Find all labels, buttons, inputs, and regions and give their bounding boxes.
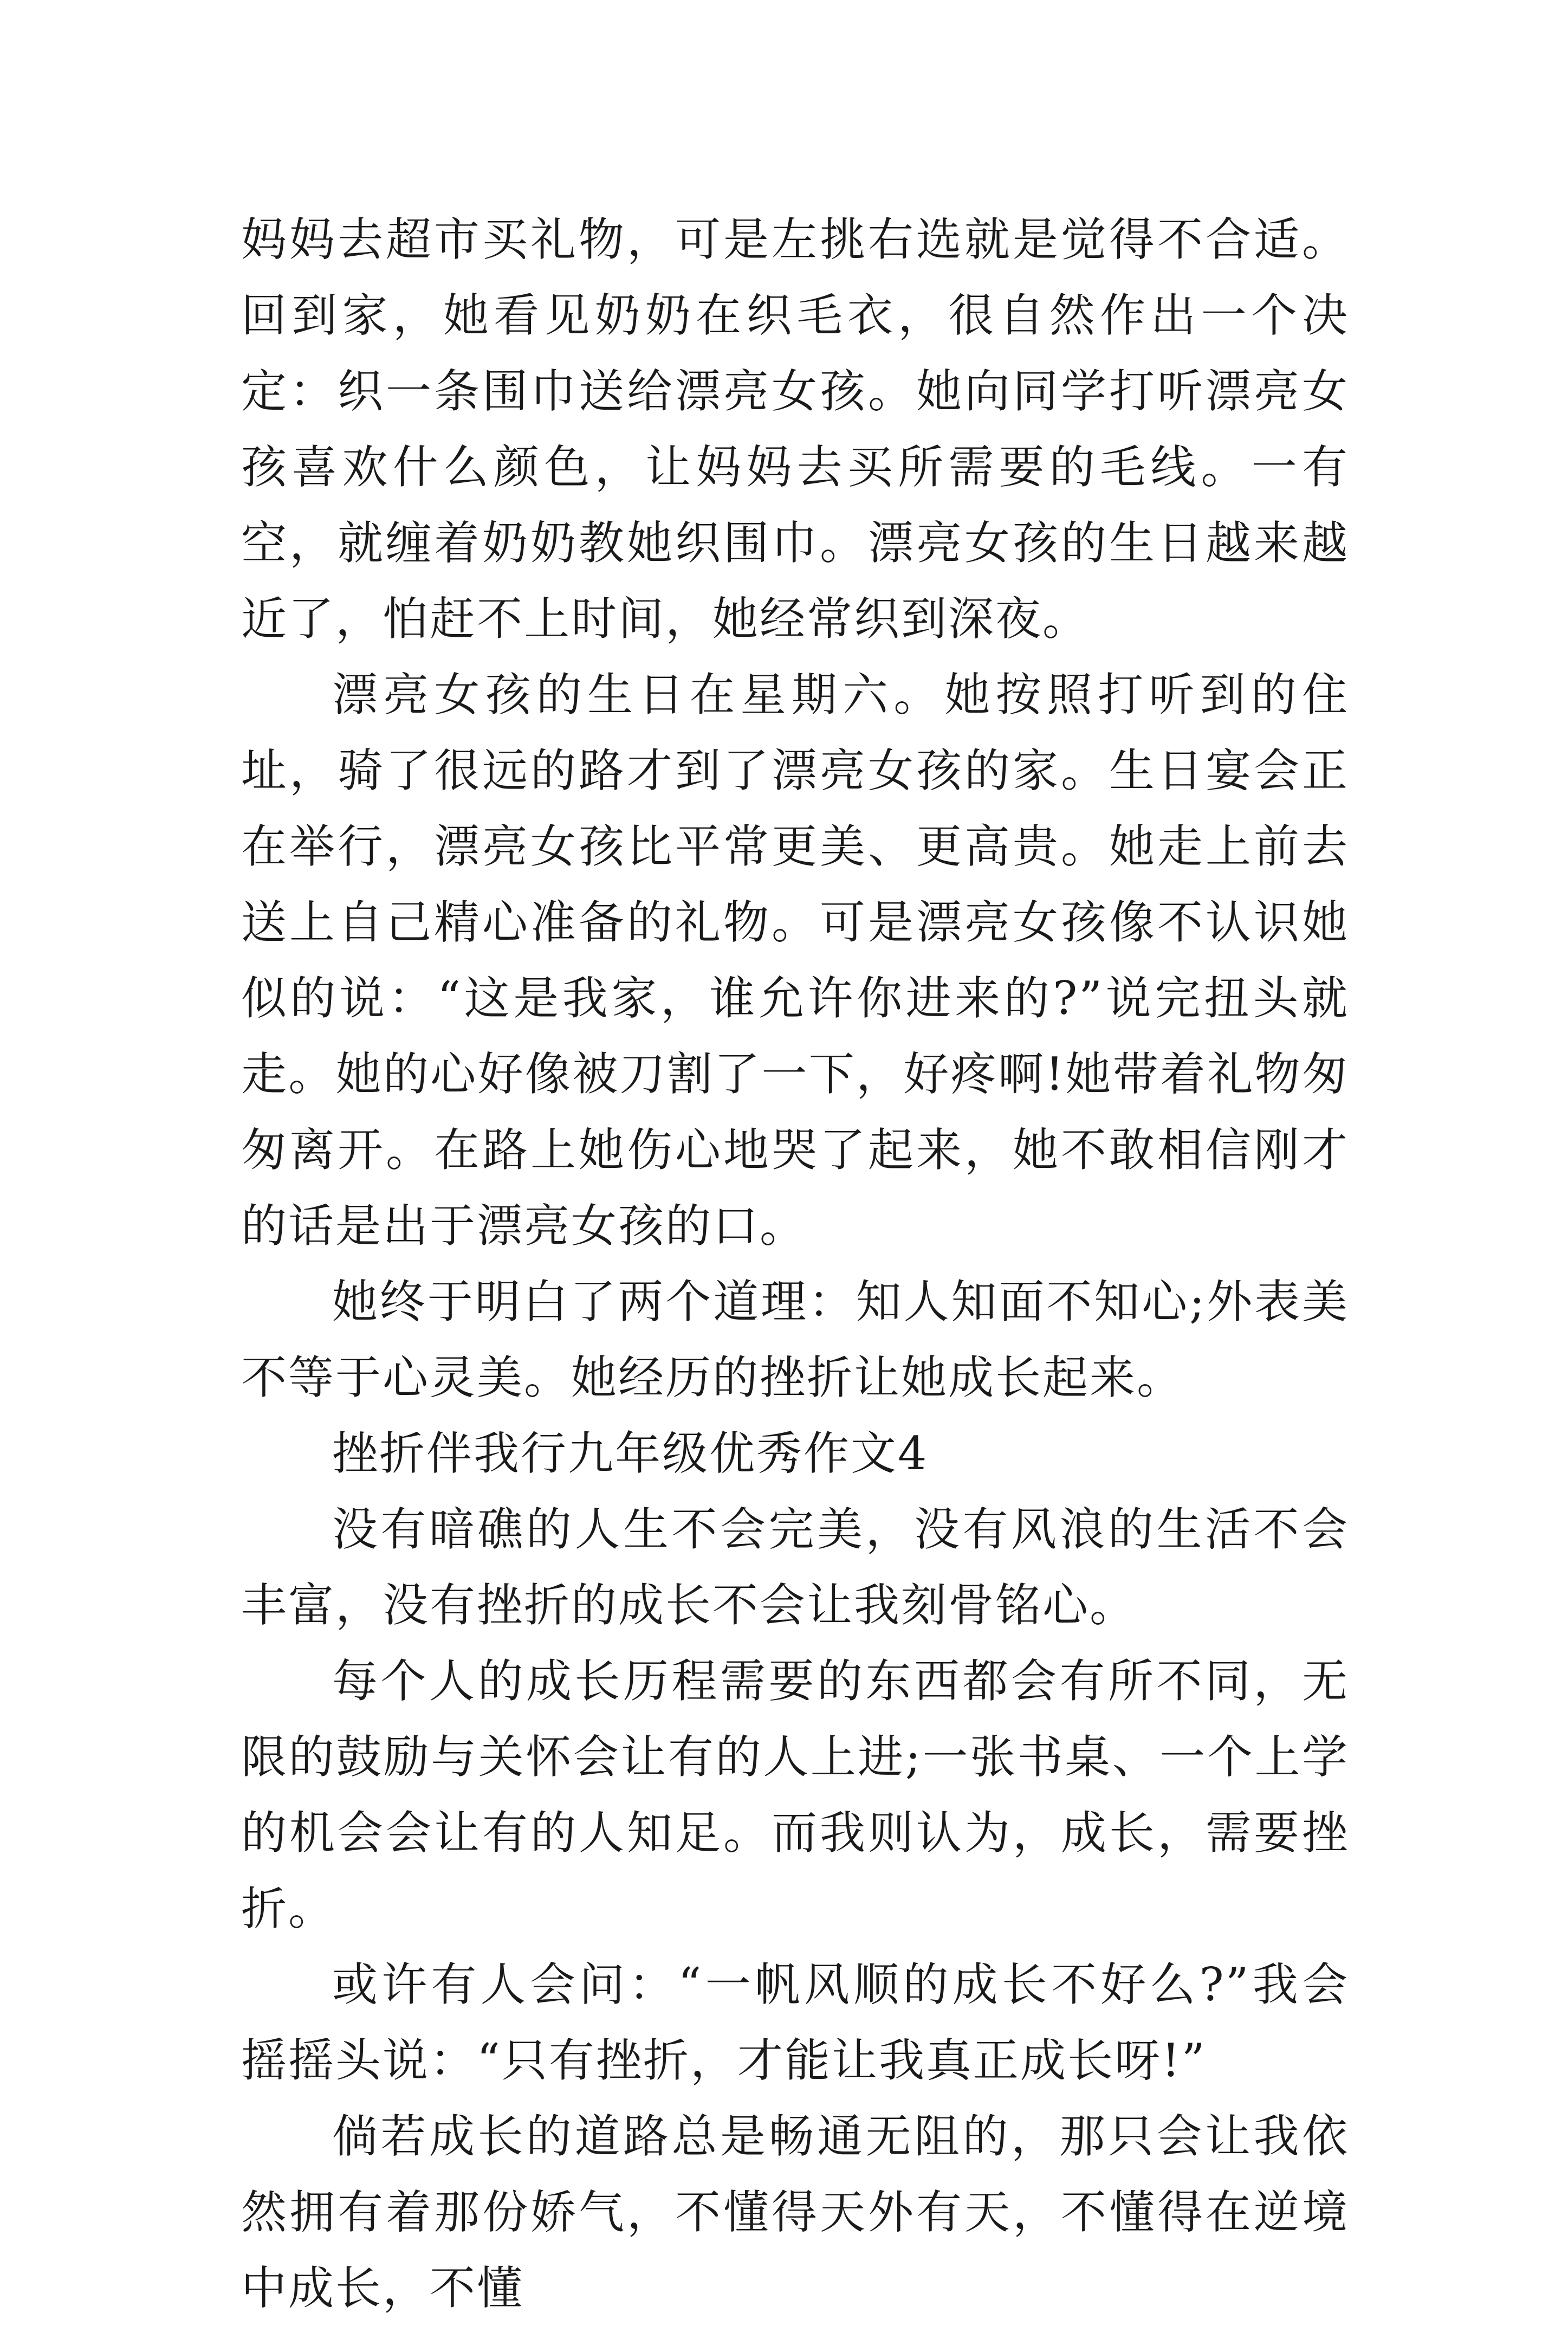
paragraph-1: 妈妈去超市买礼物，可是左挑右选就是觉得不合适。回到家，她看见奶奶在织毛衣，很自然作出一个决定：织一条围巾送给漂亮女孩。她向同学打听漂亮女孩喜欢什么颜色，让妈妈去买所需要的毛线。一有空，就缠着奶奶教她织围巾。漂亮女孩的生日越来越近了，怕赶不上时间，她经常织到深夜。 bbox=[241, 213, 1349, 645]
paragraph-2: 漂亮女孩的生日在星期六。她按照打听到的住址，骑了很远的路才到了漂亮女孩的家。生日宴会正在举行，漂亮女孩比平常更美、更高贵。她走上前去送上自己精心准备的礼物。可是漂亮女孩像不认识她似的说：“这是我家，谁允许你进来的?”说完扭头就走。她的心好像被刀割了一下，好疼啊!她带着礼物匆匆离开。在路上她伤心地哭了起来，她不敢相信刚才的话是出于漂亮女孩的口。 bbox=[241, 668, 1349, 1252]
paragraph-6: 或许有人会问：“一帆风顺的成长不好么?”我会摇摇头说：“只有挫折，才能让我真正成长呀!” bbox=[241, 1958, 1349, 2087]
paragraph-3: 她终于明白了两个道理：知人知面不知心;外表美不等于心灵美。她经历的挫折让她成长起来。 bbox=[241, 1275, 1349, 1404]
section-heading: 挫折伴我行九年级优秀作文4 bbox=[332, 1427, 929, 1480]
paragraph-4: 没有暗礁的人生不会完美，没有风浪的生活不会丰富，没有挫折的成长不会让我刻骨铭心。 bbox=[241, 1503, 1349, 1632]
paragraph-5: 每个人的成长历程需要的东西都会有所不同，无限的鼓励与关怀会让有的人上进;一张书桌、一个上学的机会会让有的人知足。而我则认为，成长，需要挫折。 bbox=[241, 1655, 1349, 1935]
document-body bbox=[241, 202, 1349, 2326]
paragraph-7: 倘若成长的道路总是畅通无阻的，那只会让我依然拥有着那份娇气，不懂得天外有天，不懂得在逆境中成长，不懂 bbox=[241, 2110, 1349, 2315]
